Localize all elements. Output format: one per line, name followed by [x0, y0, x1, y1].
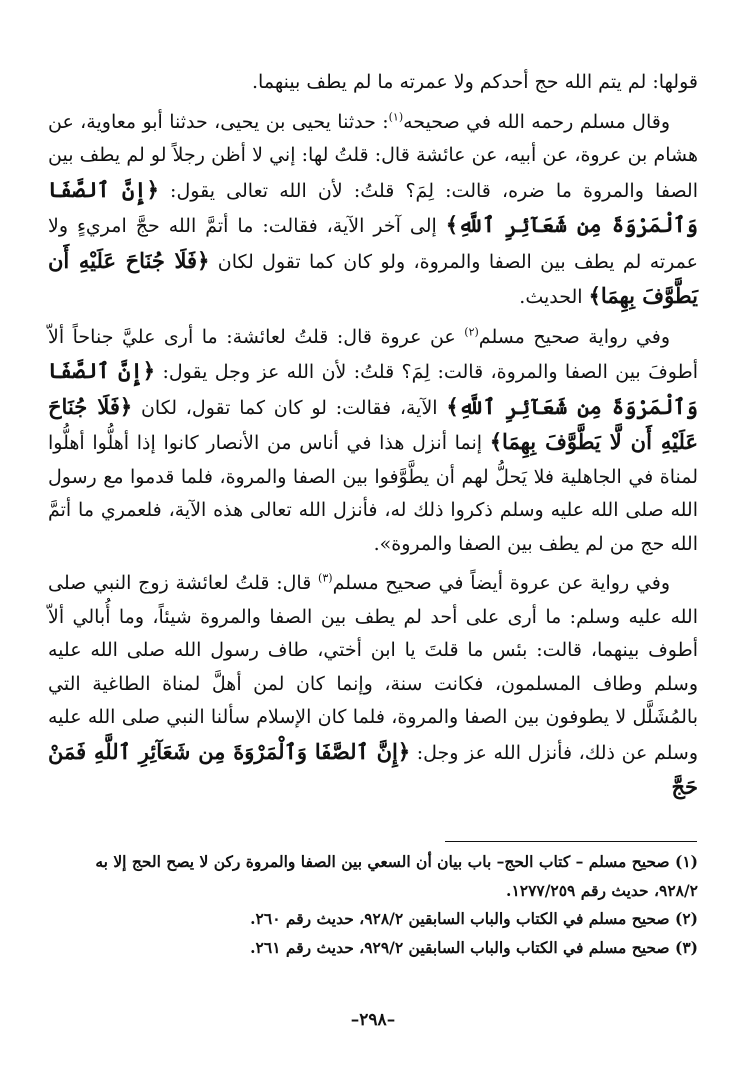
- quran-verse: ﴿إِنَّ ٱلصَّفَا وَٱلْمَرْوَةَ مِن شَعَآئِرِ ٱللَّهِ﴾: [48, 176, 698, 237]
- quran-verse: ﴿إِنَّ ٱلصَّفَا وَٱلْمَرْوَةَ مِن شَعَآئِرِ ٱللَّهِ فَمَنْ حَجَّ: [48, 738, 698, 799]
- footnote-3: (٣) صحيح مسلم في الكتاب والباب السابقين ٩٢٩/٢، حديث رقم ٢٦١.: [250, 937, 698, 957]
- main-text: [48, 66, 698, 806]
- paragraph-4: [48, 567, 698, 806]
- text-segment: الآية، فقالت: لو كان كما تقول، لكان: [132, 396, 447, 419]
- paragraph-1: [48, 66, 698, 100]
- quran-verse: ﴿إِنَّ ٱلصَّفَا وَٱلْمَرْوَةَ مِن شَعَآئِرِ ٱللَّهِ﴾: [48, 358, 698, 419]
- text-segment: : حدثنا يحيى بن يحيى، حدثنا أبو معاوية، عن هشام بن عروة، عن أبيه، عن عائشة قال: قلتُ لها: إني لا أظن رجلاً لو لم يطف بين الصفا والمروة ما ضره، قالت: لِمَ؟ قلتُ: لأن الله تعالى يقول:: [48, 110, 699, 202]
- text-segment: وفي رواية صحيح مسلم: [478, 325, 671, 348]
- text-segment: إلى آخر الآية، فقالت: ما أتمَّ الله حجَّ امريءٍ ولا عمرته لم يطف بين الصفا والمروة، ولو كان كما تقول لكان: [48, 215, 698, 273]
- text-segment: قال: قلتُ لعائشة زوج النبي صلى الله عليه وسلم: ما أرى على أحد لم يطف بين الصفا والمروة شيئاً، وما أُبالي ألاّ أطوف بينهما، قالت: بئس ما قلتَ يا ابن أختي، طاف رسول الله صلى الله عليه وسلم وطاف المسلمون، فكانت سنة، وإنما كان لمن أهلَّ لمناة الطاغية التي بالمُشَلَّل لا يطوفون بين الصفا والمروة، فلما كان الإسلام سألنا النبي صلى الله عليه وسلم عن ذلك، فأنزل الله عز وجل:: [48, 572, 698, 764]
- paragraph-2: [48, 106, 698, 315]
- paragraph-3: [48, 321, 698, 562]
- footnote-1: (١) صحيح مسلم – كتاب الحج– باب بيان أن السعي بين الصفا والمروة ركن لا يصح الحج إلا به ٩٢٨/٢، حديث رقم ١٢٧٧/٢٥٩.: [95, 852, 698, 900]
- text-segment: عن عروة قال: قلتُ لعائشة: ما أرى عليَّ جناحاً ألاّ أطوفَ بين الصفا والمروة، قالت: لِمَ؟ قلتُ: لأن الله عز وجل يقول:: [48, 325, 699, 383]
- text-segment: قولها: لم يتم الله حج أحدكم ولا عمرته ما لم يطف بينهما.: [252, 71, 698, 93]
- text-segment: وفي رواية عن عروة أيضاً في صحيح مسلم: [332, 572, 670, 594]
- quran-verse: ﴿فَلَا جُنَاحَ عَلَيْهِ أَن لَّا يَطَّوَّفَ بِهِمَا﴾: [48, 393, 698, 454]
- footnote-2: (٢) صحيح مسلم في الكتاب والباب السابقين ٩٢٨/٢، حديث رقم ٢٦٠.: [250, 909, 698, 928]
- footnote-divider: [445, 841, 697, 842]
- quran-verse: ﴿فَلَا جُنَاحَ عَلَيْهِ أَن يَطَّوَّفَ بِهِمَا﴾: [48, 247, 698, 308]
- text-segment: وقال مسلم رحمه الله في صحيحه: [403, 110, 670, 133]
- footnote-ref-1: (١): [388, 110, 404, 124]
- page-number: –٢٩٨–: [350, 1010, 396, 1030]
- footnotes: [48, 848, 698, 962]
- footnote-ref-3: (٣): [318, 571, 333, 585]
- text-segment: إنما أنزل هذا في أناس من الأنصار كانوا إذا أهلُّوا أهلُّوا لمناة في الجاهلية فلا يَحلُّ لهم أن يطَّوَّفوا بين الصفا والمروة، فلما قدموا مع رسول الله صلى الله عليه وسلم ذكروا ذلك له، فأنزل الله تعالى هذه الآية، فلعمري ما أتمَّ الله حج من لم يطف بين الصفا والمروة».: [48, 432, 698, 555]
- text-segment: الحديث.: [519, 286, 589, 308]
- footnote-ref-2: (٢): [464, 325, 479, 339]
